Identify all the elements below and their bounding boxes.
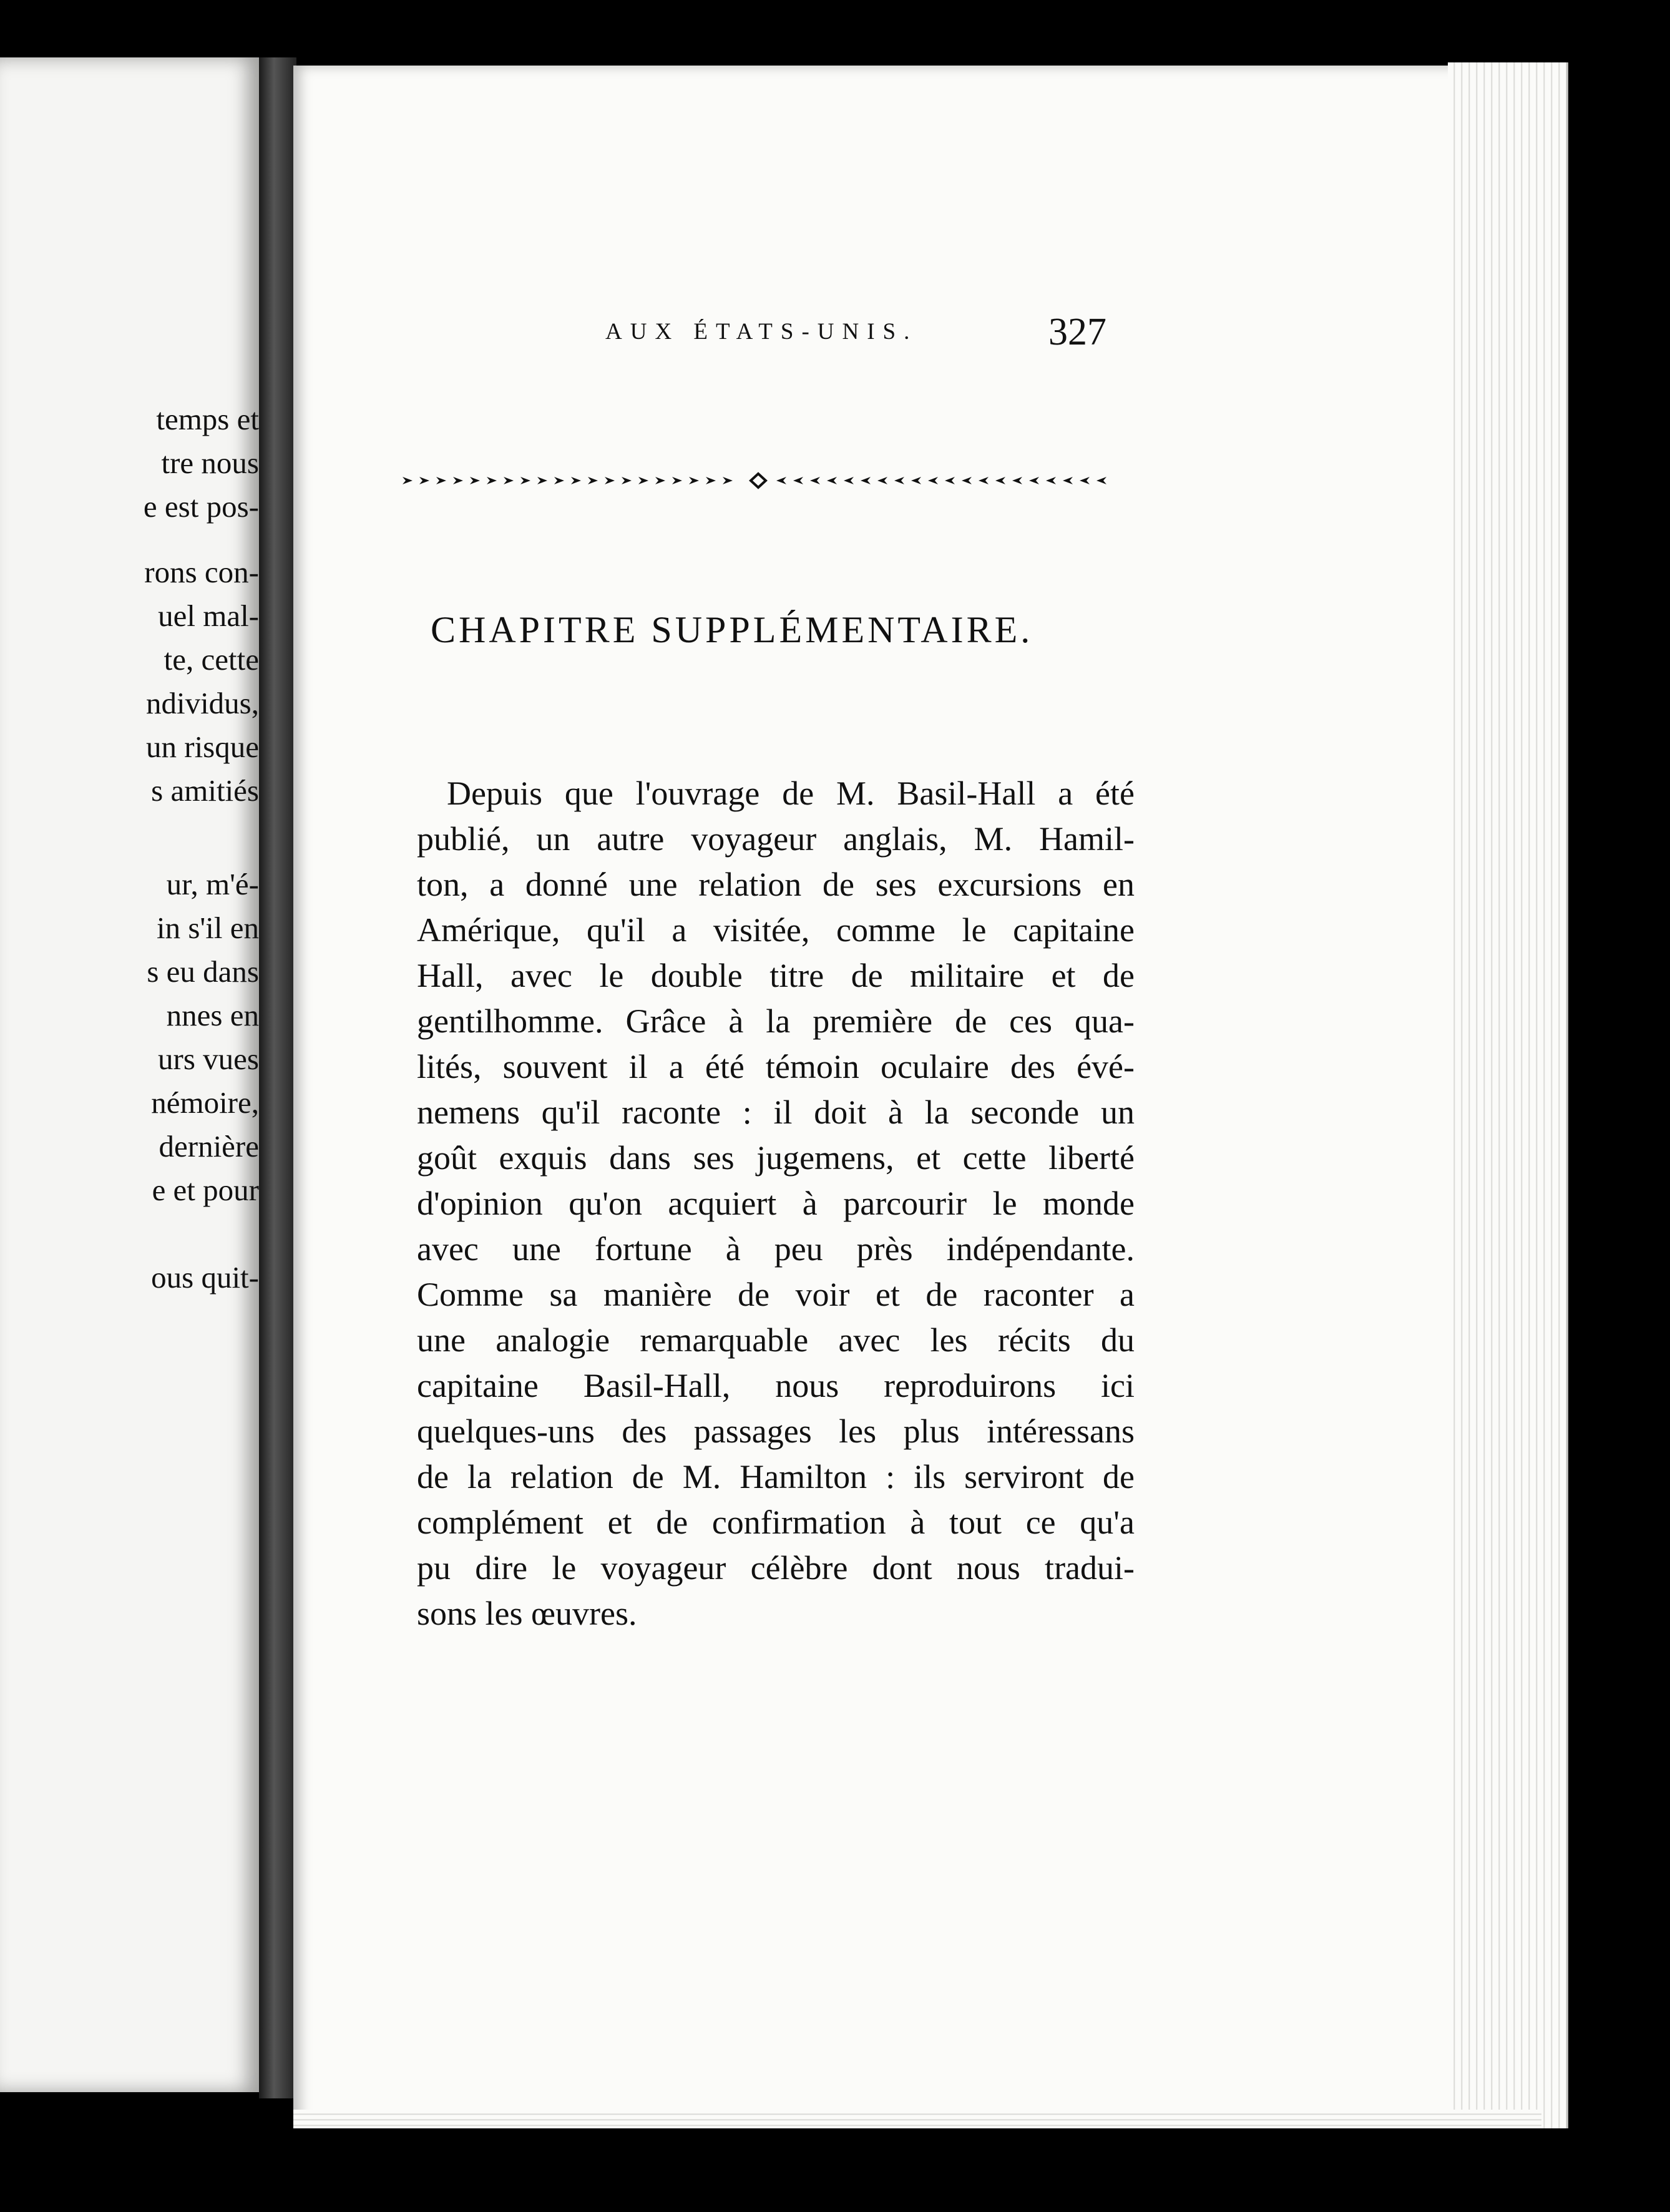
paragraph-line: Hall, avec le double titre de militaire et de [417,957,1135,994]
page-edges [1448,62,1568,2128]
paragraph-line: de la relation de M. Hamilton : ils serviront de [417,1458,1135,1495]
left-line: ndividus, [145,686,259,720]
left-line: s eu dans [147,954,259,989]
paragraph-line: lités, souvent il a été témoin oculaire des évé- [417,1048,1135,1085]
paragraph-line: gentilhomme. Grâce à la première de ces qua- [417,1002,1135,1040]
paragraph-line: Comme sa manière de voir et de raconter a [417,1276,1135,1313]
paragraph-line: quelques-uns des passages les plus intéressans [417,1412,1135,1450]
paragraph-line: sons les œuvres. [417,1595,637,1632]
paragraph-line: nemens qu'il raconte : il doit à la seconde un [417,1094,1135,1131]
chapter-paragraph [417,771,1135,1637]
page-number: 327 [1048,311,1106,353]
left-line: s amitiés [151,773,259,808]
paragraph-line: goût exquis dans ses jugemens, et cette liberté [417,1139,1135,1177]
left-line: nnes en [166,998,259,1032]
book-gutter [259,57,296,2098]
running-head: AUX ÉTATS-UNIS. [605,319,918,345]
left-line: te, cette [164,642,259,677]
left-line: tre nous [161,446,259,480]
paragraph-line: publié, un autre voyageur anglais, M. Hamil- [417,820,1135,858]
left-line: uel mal- [158,599,259,633]
left-line: ous quit- [151,1260,259,1294]
paragraph-line: avec une fortune à peu près indépendante. [417,1230,1135,1268]
left-line: rons con- [144,555,259,589]
left-line: in s'il en [157,911,259,945]
left-line: ur, m'é- [166,867,259,901]
left-page [0,57,259,2092]
left-line: dernière [159,1129,259,1163]
left-line: némoire, [151,1085,259,1120]
left-line: e est pos- [143,489,259,524]
paragraph-line: Depuis que l'ouvrage de M. Basil-Hall a été [447,775,1135,812]
bottom-page-edges [293,2110,1541,2128]
paragraph-line: capitaine Basil-Hall, nous reproduirons ici [417,1367,1135,1404]
paragraph-line: ton, a donné une relation de ses excursions en [417,866,1135,903]
paragraph-line: pu dire le voyageur célèbre dont nous tradui- [417,1549,1135,1587]
paragraph-line: d'opinion qu'on acquiert à parcourir le monde [417,1185,1135,1222]
left-line: urs vues [158,1042,259,1076]
paragraph-line: une analogie remarquable avec les récits du [417,1321,1135,1359]
left-line: temps et [156,402,259,436]
paragraph-line: Amérique, qu'il a visitée, comme le capitaine [417,911,1135,949]
paragraph-line: complément et de confirmation à tout ce qu'a [417,1504,1135,1541]
ornament-divider-icon [399,471,1117,490]
chapter-title: CHAPITRE SUPPLÉMENTAIRE. [431,609,1033,650]
left-line: un risque [146,730,259,764]
left-line: e et pour [152,1173,259,1207]
